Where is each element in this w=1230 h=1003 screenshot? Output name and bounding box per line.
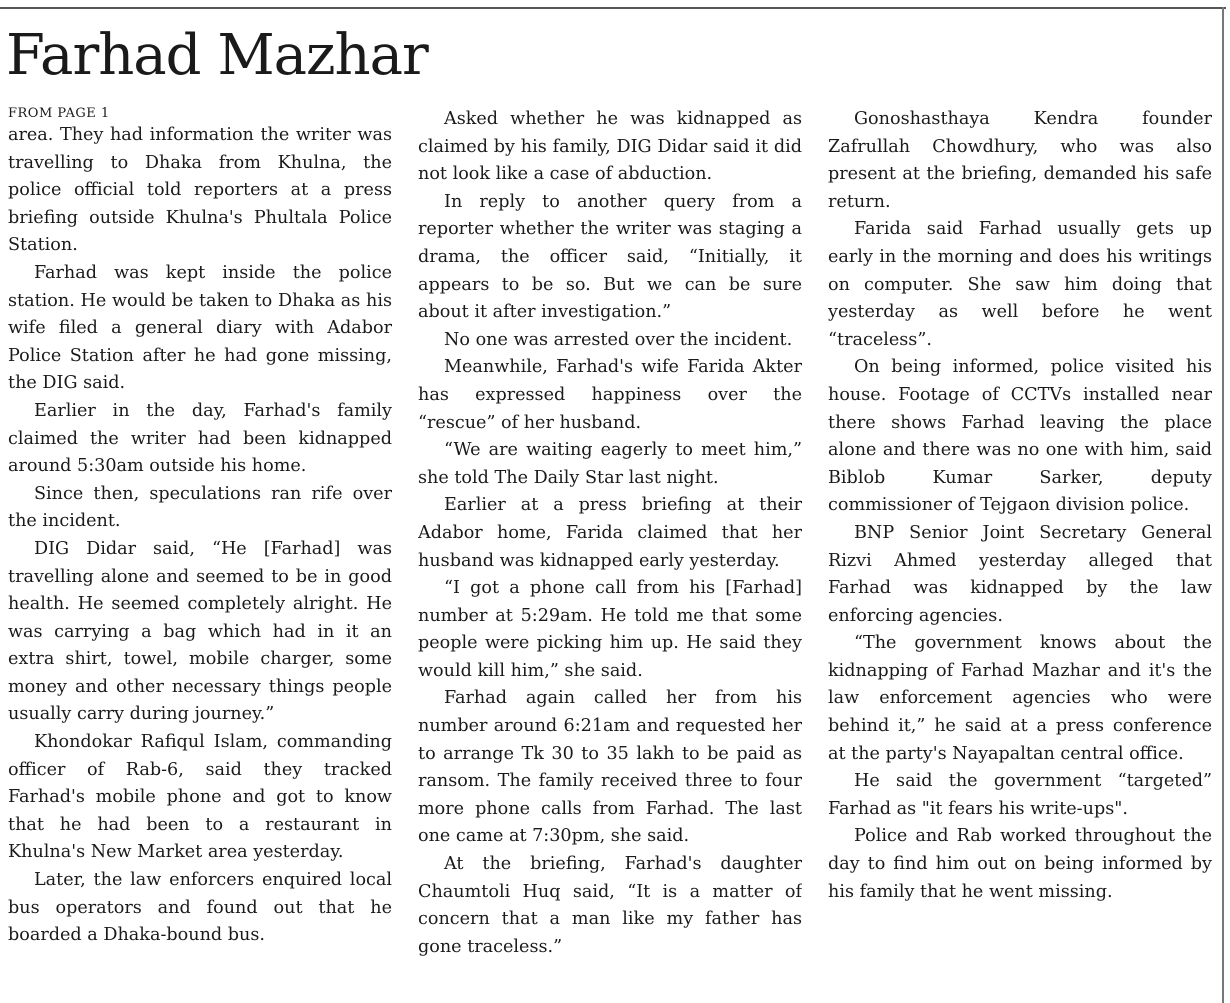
paragraph: Earlier in the day, Farhad's family claimed the writer had been kidnapped around 5:30am outside his home. [8,400,392,477]
paragraph: At the briefing, Farhad's daughter Chaumtoli Huq said, “It is a matter of concern that a man like my father has gone traceless.” [418,854,802,957]
article-column-2 [418,106,802,996]
top-rule [0,7,1226,9]
paragraph: No one was arrested over the incident. [444,329,793,350]
paragraph: DIG Didar said, “He [Farhad] was travelling alone and seemed to be in good health. He seemed completely alright. He was carrying a bag which had in it an extra shirt, towel, mobile charger, some money and other necessary things people usually carry during journey.” [8,538,392,725]
paragraph: He said the government “targeted” Farhad as "it fears his write-ups". [828,771,1212,819]
paragraph: Farhad again called her from his number around 6:21am and requested her to arrange Tk 30 to 35 lakh to be paid as ransom. The family received three to four more phone calls from Farhad. The last one came at 7:30pm, she said. [418,688,802,847]
paragraph: In reply to another query from a reporter whether the writer was staging a drama, the officer said, “Initially, it appears to be so. But we can be sure about it after investigation.” [418,191,802,323]
paragraph: Earlier at a press briefing at their Adabor home, Farida claimed that her husband was kidnapped early yesterday. [418,495,802,571]
paragraph: On being informed, police visited his house. Footage of CCTVs installed near there shows Farhad leaving the place alone and there was no one with him, said Biblob Kumar Sarker, deputy commissioner of Tejgaon division police. [828,357,1212,516]
paragraph: Meanwhile, Farhad's wife Farida Akter has expressed happiness over the “rescue” of her husband. [418,357,802,433]
paragraph: Later, the law enforcers enquired local bus operators and found out that he boarded a Dhaka-bound bus. [8,870,392,946]
paragraph: Asked whether he was kidnapped as claimed by his family, DIG Didar said it did not look like a case of abduction. [418,109,802,185]
jump-kicker: FROM PAGE 1 [8,106,110,121]
headline: Farhad Mazhar [6,23,428,88]
paragraph: Police and Rab worked throughout the day to find him out on being informed by his family that he went missing. [828,826,1212,902]
paragraph: Gonoshasthaya Kendra founder Zafrullah Chowdhury, who was also present at the briefing, demanded his safe return. [828,109,1212,212]
paragraph: “We are waiting eagerly to meet him,” she told The Daily Star last night. [418,440,802,488]
right-border-rule [1222,7,1224,1003]
paragraph: “The government knows about the kidnapping of Farhad Mazhar and it's the law enforcement agencies who were behind it,” he said at a press conference at the party's Nayapaltan central office. [828,633,1212,764]
paragraph: Khondokar Rafiqul Islam, commanding officer of Rab-6, said they tracked Farhad's mobile phone and got to know that he had been to a restaurant in Khulna's New Market area yesterday. [8,732,392,863]
paragraph: Farida said Farhad usually gets up early in the morning and does his writings on computer. She saw him doing that yesterday as well before he went “traceless”. [828,219,1212,350]
paragraph: Since then, speculations ran rife over the incident. [8,483,392,532]
paragraph: “I got a phone call from his [Farhad] number at 5:29am. He told me that some people were picking him up. He said they would kill him,” she said. [418,578,802,681]
paragraph: Farhad was kept inside the police station. He would be taken to Dhaka as his wife filed a general diary with Adabor Police Station after he had gone missing, the DIG said. [8,262,392,394]
article-column-3 [828,106,1212,996]
paragraph: BNP Senior Joint Secretary General Rizvi Ahmed yesterday alleged that Farhad was kidnapped by the law enforcing agencies. [828,522,1212,626]
paragraph: area. They had information the writer was travelling to Dhaka from Khulna, the police official told reporters at a press briefing outside Khulna's Phultala Police Station. [8,125,392,256]
article-column-1 [8,106,392,996]
